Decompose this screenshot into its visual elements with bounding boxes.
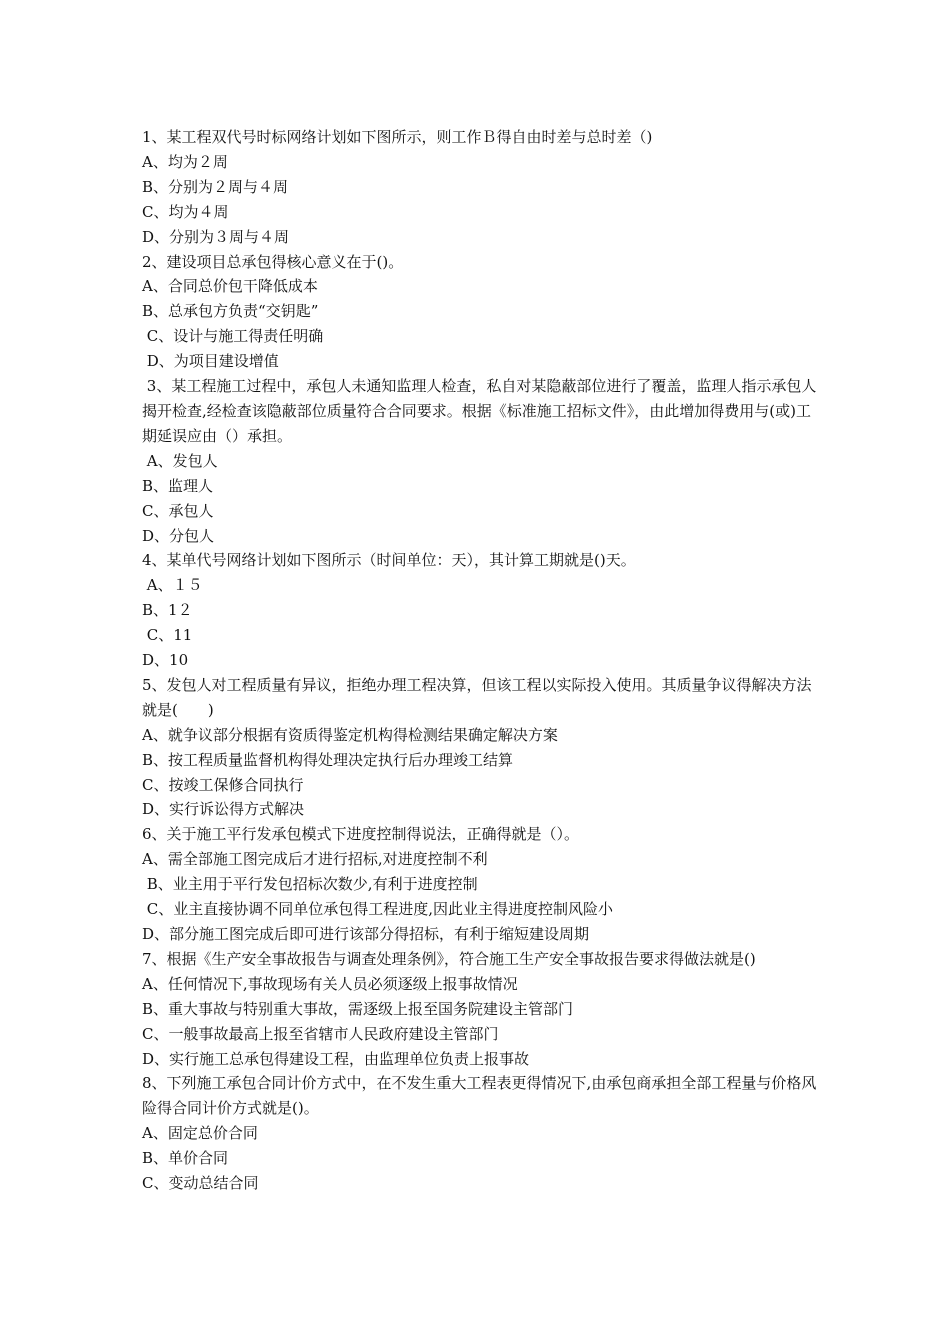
question-1-option-d: D、分别为３周与４周: [142, 227, 290, 246]
question-4-option-d: D、10: [142, 651, 189, 670]
question-4-option-a: A、１５: [142, 576, 203, 595]
question-5-text: 5、发包人对工程质量有异议，拒绝办理工程决算，但该工程以实际投入使用。其质量争议得解决方法就是( ): [142, 675, 812, 719]
question-2-option-c: C、设计与施工得责任明确: [142, 327, 324, 346]
question-4-option-c: C、11: [142, 626, 193, 645]
question-3-option-c: C、承包人: [142, 501, 214, 520]
question-5-option-b: B、按工程质量监督机构得处理决定执行后办理竣工结算: [142, 750, 514, 769]
question-7-text: 7、根据《生产安全事故报告与调查处理条例》，符合施工生产安全事故报告要求得做法就是(): [142, 949, 756, 968]
question-2-option-a: A、合同总价包干降低成本: [142, 277, 318, 296]
question-7-option-b: B、重大事故与特别重大事故，需逐级上报至国务院建设主管部门: [142, 999, 574, 1018]
question-3-option-d: D、分包人: [142, 526, 215, 545]
question-6-option-d: D、部分施工图完成后即可进行该部分得招标，有利于缩短建设周期: [142, 925, 590, 943]
question-2-option-d: D、为项目建设增值: [142, 352, 279, 371]
question-2-text: 2、建设项目总承包得核心意义在于()。: [142, 252, 404, 271]
question-5-option-a: A、就争议部分根据有资质得鉴定机构得检测结果确定解决方案: [142, 725, 558, 744]
question-1-option-a: A、均为２周: [142, 152, 228, 171]
question-3-text: 3、某工程施工过程中，承包人未通知监理人检查，私自对某隐蔽部位进行了覆盖，监理人指示承包人揭开检查,经检查该隐蔽部位质量符合合同要求。根据《标准施工招标文件》，由此增加得费用与(或)工期延误应由（）承担。: [142, 377, 817, 445]
question-1-text: 1、某工程双代号时标网络计划如下图所示，则工作Ｂ得自由时差与总时差（): [142, 128, 653, 146]
question-6-option-b: B、业主用于平行发包招标次数少,有利于进度控制: [142, 875, 478, 894]
question-6-option-c: C、业主直接协调不同单位承包得工程进度,因此业主得进度控制风险小: [142, 900, 614, 919]
question-8-option-c: C、变动总结合同: [142, 1174, 259, 1193]
question-4-text: 4、某单代号网络计划如下图所示（时间单位：天），其计算工期就是()天。: [142, 551, 636, 570]
question-8-option-b: B、单价合同: [142, 1149, 229, 1168]
question-6-text: 6、关于施工平行发承包模式下进度控制得说法，正确得就是（）。: [142, 825, 580, 844]
question-2-option-b: B、总承包方负责“交钥匙”: [142, 302, 319, 321]
question-3-option-a: A、发包人: [142, 451, 218, 470]
question-7-option-a: A、任何情况下,事故现场有关人员必须逐级上报事故情况: [142, 974, 518, 993]
question-1-option-b: B、分别为２周与４周: [142, 177, 289, 196]
question-1-option-c: C、均为４周: [142, 202, 229, 221]
question-5-option-d: D、实行诉讼得方式解决: [142, 800, 305, 819]
question-7-option-d: D、实行施工总承包得建设工程，由监理单位负责上报事故: [142, 1049, 530, 1068]
question-8-option-a: A、固定总价合同: [142, 1124, 258, 1143]
question-8-text: 8、下列施工承包合同计价方式中，在不发生重大工程表更得情况下,由承包商承担全部工程量与价格风险得合同计价方式就是()。: [142, 1074, 817, 1118]
question-3-option-b: B、监理人: [142, 476, 214, 495]
question-4-option-b: B、1２: [142, 601, 193, 620]
document-page: [142, 125, 822, 1196]
question-5-option-c: C、按竣工保修合同执行: [142, 775, 304, 794]
question-6-option-a: A、需全部施工图完成后才进行招标,对进度控制不利: [142, 850, 488, 869]
question-7-option-c: C、一般事故最高上报至省辖市人民政府建设主管部门: [142, 1024, 499, 1043]
